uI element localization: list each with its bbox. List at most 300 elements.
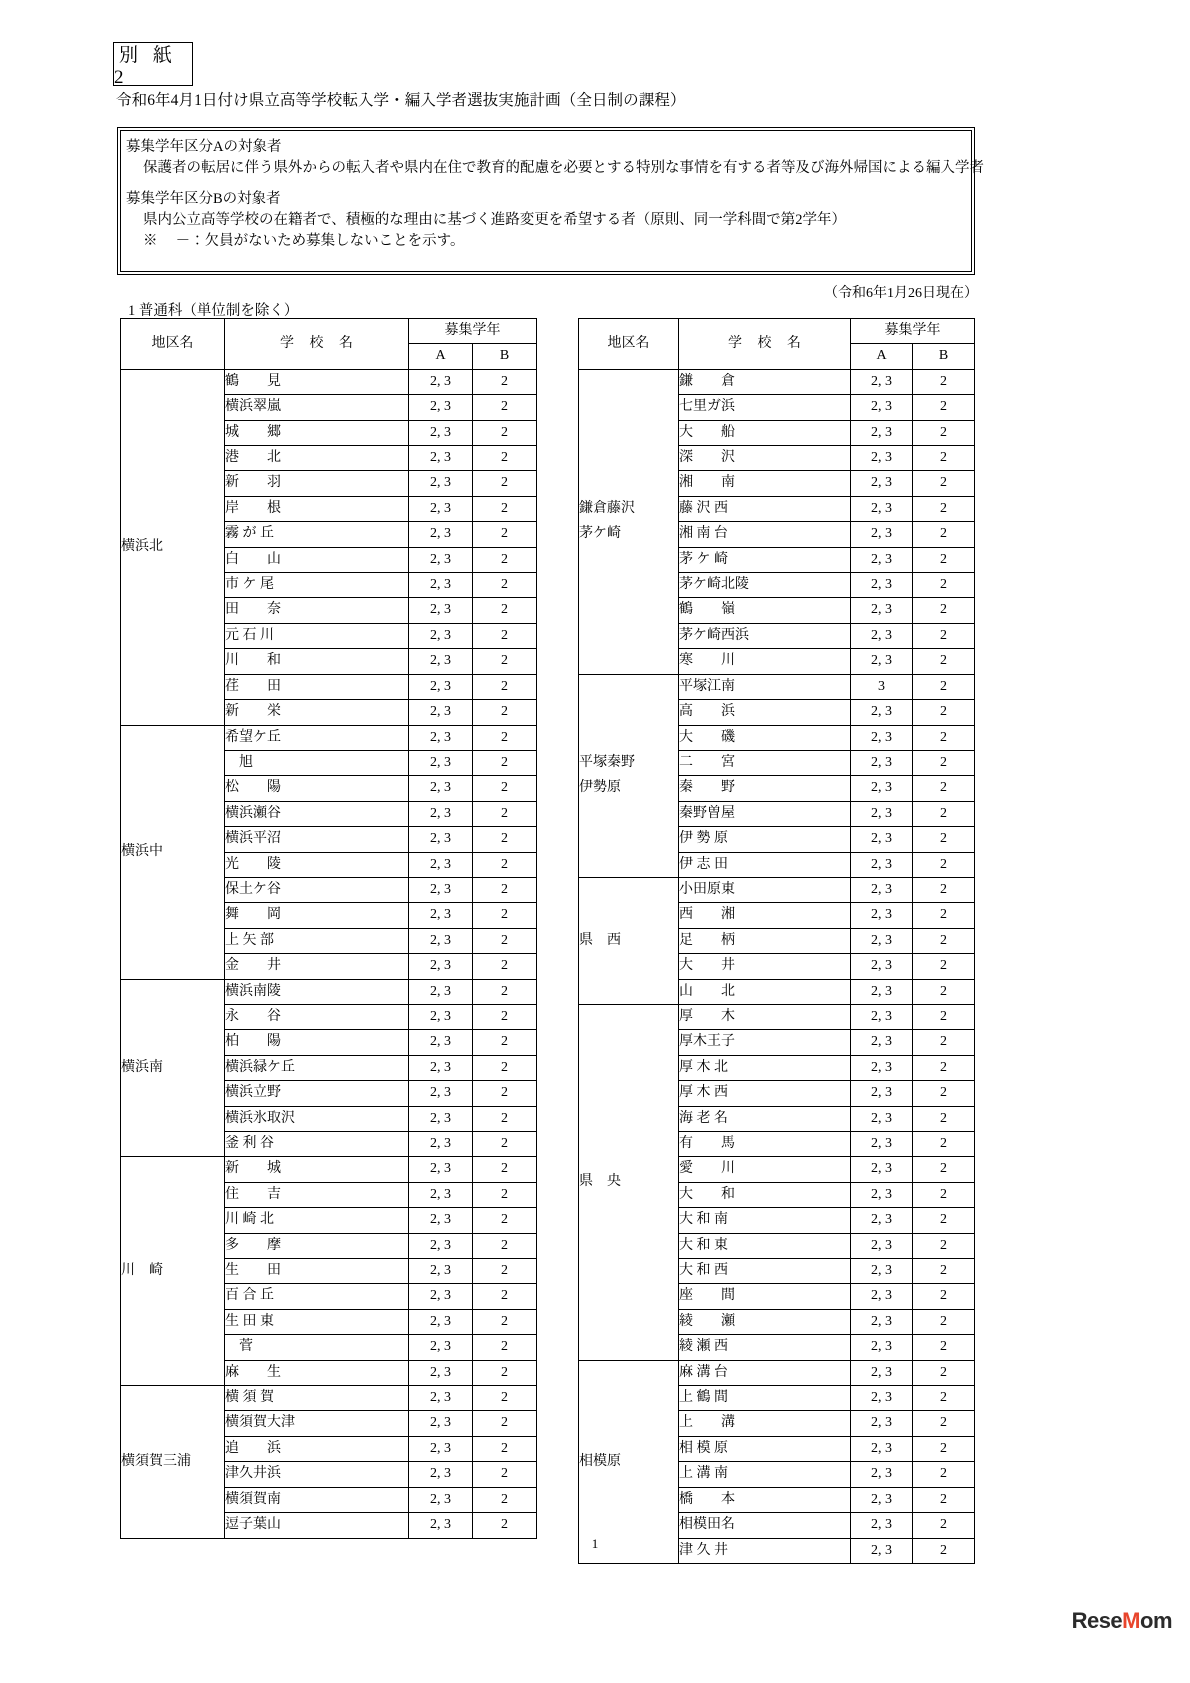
school-name-cell: 茅ケ崎西浜 [679,623,851,648]
school-name-cell: 田 奈 [225,598,409,623]
table-body-left [121,369,537,1538]
grade-a-cell: 2, 3 [851,547,913,572]
grade-a-cell: 2, 3 [851,801,913,826]
school-name-cell: 鶴 見 [225,369,409,394]
grade-b-cell: 2 [473,954,537,979]
school-name-cell: 永 谷 [225,1004,409,1029]
school-name-cell: 逗子葉山 [225,1513,409,1538]
grade-a-cell: 2, 3 [409,1182,473,1207]
school-name-cell: 西 湘 [679,903,851,928]
table-body-right [579,369,975,1563]
table-header-row-1 [579,319,975,344]
grade-b-cell: 2 [913,1106,975,1131]
grade-a-cell: 2, 3 [409,1386,473,1411]
grade-a-cell: 2, 3 [409,1462,473,1487]
district-cell [121,979,225,1157]
school-name-cell: 厚 木 [679,1004,851,1029]
school-name-cell: 柏 陽 [225,1030,409,1055]
school-name-cell: 綾 瀬 [679,1309,851,1334]
school-name-cell: 住 吉 [225,1182,409,1207]
school-name-cell: 横浜南陵 [225,979,409,1004]
notice-dash-note: ※ －：欠員がないため募集しないことを示す。 [143,233,465,249]
grade-a-cell: 2, 3 [409,446,473,471]
school-name-cell: 湘 南 台 [679,522,851,547]
grade-a-cell: 2, 3 [851,446,913,471]
school-name-cell: 旭 [225,750,409,775]
school-name-cell: 七里ガ浜 [679,395,851,420]
district-label: 県 央 [579,1174,621,1190]
school-name-cell: 山 北 [679,979,851,1004]
school-name-cell: 金 井 [225,954,409,979]
school-name-cell: 保土ケ谷 [225,877,409,902]
grade-a-cell: 2, 3 [409,420,473,445]
grade-b-cell: 2 [913,649,975,674]
district-cell [121,1157,225,1386]
grade-a-cell: 2, 3 [409,776,473,801]
district-label: 相模原 [579,1453,621,1469]
grade-b-cell: 2 [913,1157,975,1182]
grade-b-cell: 2 [473,1030,537,1055]
grade-b-cell: 2 [913,1462,975,1487]
table-head-right [579,319,975,370]
school-name-cell: 伊 志 田 [679,852,851,877]
school-name-cell: 座 間 [679,1284,851,1309]
district-cell [121,725,225,979]
grade-b-cell: 2 [913,852,975,877]
column-header-district: 地区名 [121,319,225,370]
grade-a-cell: 2, 3 [851,1157,913,1182]
grade-b-cell: 2 [473,547,537,572]
grade-a-cell: 2, 3 [851,928,913,953]
table-head-left [121,319,537,370]
grade-a-cell: 2, 3 [409,827,473,852]
grade-b-cell: 2 [913,1182,975,1207]
grade-b-cell: 2 [913,446,975,471]
table-row [121,1157,537,1182]
grade-a-cell: 2, 3 [851,496,913,521]
district-cell [121,1386,225,1538]
grade-a-cell: 2, 3 [409,1132,473,1157]
school-name-cell: 大 井 [679,954,851,979]
school-name-cell: 大 船 [679,420,851,445]
grade-b-cell: 2 [913,1284,975,1309]
grade-a-cell: 2, 3 [851,369,913,394]
district-label: 茅ケ崎 [579,525,621,541]
grade-b-cell: 2 [913,471,975,496]
section-caption: 1 普通科（単位制を除く） [128,303,299,319]
school-name-cell: 平塚江南 [679,674,851,699]
school-name-cell: 新 栄 [225,700,409,725]
grade-b-cell: 2 [473,420,537,445]
school-name-cell: 百 合 丘 [225,1284,409,1309]
column-header-grade-b: B [473,344,537,369]
school-name-cell: 相模田名 [679,1513,851,1538]
grade-b-cell: 2 [913,1309,975,1334]
school-name-cell: 横浜翠嵐 [225,395,409,420]
grade-b-cell: 2 [913,395,975,420]
school-name-cell: 希望ケ丘 [225,725,409,750]
grade-a-cell: 3 [851,674,913,699]
school-name-cell: 生 田 東 [225,1309,409,1334]
grade-b-cell: 2 [913,1436,975,1461]
grade-a-cell: 2, 3 [851,1436,913,1461]
grade-b-cell: 2 [473,1233,537,1258]
grade-a-cell: 2, 3 [409,674,473,699]
school-name-cell: 足 柄 [679,928,851,953]
grade-b-cell: 2 [473,776,537,801]
school-name-cell: 城 郷 [225,420,409,445]
column-header-school: 学 校 名 [225,319,409,370]
grade-a-cell: 2, 3 [409,877,473,902]
district-label: 平塚秦野 [579,755,635,771]
grade-b-cell: 2 [913,928,975,953]
school-name-cell: 横浜立野 [225,1081,409,1106]
grade-b-cell: 2 [913,801,975,826]
grade-a-cell: 2, 3 [409,750,473,775]
grade-a-cell: 2, 3 [851,1106,913,1131]
grade-a-cell: 2, 3 [851,522,913,547]
grade-a-cell: 2, 3 [851,395,913,420]
column-header-grade-a: A [409,344,473,369]
school-name-cell: 舞 岡 [225,903,409,928]
notice-heading-a: 募集学年区分Aの対象者 [126,139,282,155]
grade-b-cell: 2 [913,725,975,750]
school-name-cell: 津久井浜 [225,1462,409,1487]
grade-b-cell: 2 [913,1513,975,1538]
column-header-grade-a: A [851,344,913,369]
grade-b-cell: 2 [913,369,975,394]
grade-b-cell: 2 [473,1309,537,1334]
grade-a-cell: 2, 3 [409,1030,473,1055]
grade-a-cell: 2, 3 [851,1233,913,1258]
grade-b-cell: 2 [473,725,537,750]
grade-b-cell: 2 [473,598,537,623]
grade-a-cell: 2, 3 [409,547,473,572]
table-row [579,877,975,902]
grade-a-cell: 2, 3 [851,827,913,852]
document-subtitle: 令和6年4月1日付け県立高等学校転入学・編入学者選抜実施計画（全日制の課程） [116,92,686,109]
school-name-cell: 光 陵 [225,852,409,877]
grade-b-cell: 2 [473,395,537,420]
school-name-cell: 新 羽 [225,471,409,496]
grade-b-cell: 2 [913,776,975,801]
school-name-cell: 川 崎 北 [225,1208,409,1233]
grade-b-cell: 2 [473,1386,537,1411]
school-name-cell: 二 宮 [679,750,851,775]
school-name-cell: 秦 野 [679,776,851,801]
grade-b-cell: 2 [473,750,537,775]
column-header-grade-group: 募集学年 [851,319,975,344]
school-name-cell: 横浜氷取沢 [225,1106,409,1131]
grade-b-cell: 2 [913,1259,975,1284]
grade-b-cell: 2 [473,1411,537,1436]
district-label: 横浜北 [121,538,163,554]
school-name-cell: 有 馬 [679,1132,851,1157]
grade-a-cell: 2, 3 [851,776,913,801]
grade-a-cell: 2, 3 [851,598,913,623]
grade-a-cell: 2, 3 [851,877,913,902]
grade-a-cell: 2, 3 [851,1513,913,1538]
grade-a-cell: 2, 3 [851,420,913,445]
district-label: 県 西 [579,932,621,948]
grade-a-cell: 2, 3 [409,1055,473,1080]
page-number: 1 [591,1536,599,1551]
school-name-cell: 湘 南 [679,471,851,496]
grade-b-cell: 2 [473,496,537,521]
grade-b-cell: 2 [473,522,537,547]
grade-a-cell: 2, 3 [851,1030,913,1055]
grade-a-cell: 2, 3 [409,649,473,674]
column-header-district: 地区名 [579,319,679,370]
grade-a-cell: 2, 3 [851,852,913,877]
grade-a-cell: 2, 3 [851,1081,913,1106]
grade-b-cell: 2 [473,1157,537,1182]
grade-b-cell: 2 [473,1081,537,1106]
grade-b-cell: 2 [913,1360,975,1385]
notice-body-b: 県内公立高等学校の在籍者で、積極的な理由に基づく進路変更を希望する者（原則、同一学科間で第2学年） [143,212,846,228]
district-label: 横浜南 [121,1059,163,1075]
school-name-cell: 高 浜 [679,700,851,725]
grade-a-cell: 2, 3 [851,1284,913,1309]
grade-b-cell: 2 [913,1335,975,1360]
notice-body-a: 保護者の転居に伴う県外からの転入者や県内在住で教育的配慮を必要とする特別な事情を有する者等及び海外帰国による編入学者 [143,160,984,176]
grade-b-cell: 2 [473,1004,537,1029]
grade-b-cell: 2 [473,928,537,953]
grade-a-cell: 2, 3 [409,1157,473,1182]
grade-a-cell: 2, 3 [409,979,473,1004]
grade-a-cell: 2, 3 [851,573,913,598]
schedule-table-left-wrapper [120,318,536,1539]
school-name-cell: 上 矢 部 [225,928,409,953]
grade-a-cell: 2, 3 [409,369,473,394]
grade-b-cell: 2 [913,573,975,598]
table-row [121,725,537,750]
grade-b-cell: 2 [913,598,975,623]
grade-b-cell: 2 [913,1411,975,1436]
grade-a-cell: 2, 3 [851,903,913,928]
school-name-cell: 厚 木 西 [679,1081,851,1106]
grade-a-cell: 2, 3 [851,1004,913,1029]
grade-a-cell: 2, 3 [851,649,913,674]
grade-a-cell: 2, 3 [409,1081,473,1106]
grade-b-cell: 2 [913,877,975,902]
grade-a-cell: 2, 3 [409,573,473,598]
school-name-cell: 厚 木 北 [679,1055,851,1080]
district-label: 鎌倉藤沢 [579,501,635,517]
grade-b-cell: 2 [473,446,537,471]
schedule-table-right-wrapper [578,318,974,1564]
grade-a-cell: 2, 3 [409,852,473,877]
schedule-table-right [578,318,975,1564]
school-name-cell: 茅 ケ 崎 [679,547,851,572]
grade-b-cell: 2 [913,1487,975,1512]
grade-a-cell: 2, 3 [851,1360,913,1385]
grade-a-cell: 2, 3 [409,598,473,623]
grade-a-cell: 2, 3 [409,1309,473,1334]
grade-a-cell: 2, 3 [409,522,473,547]
district-label: 横須賀三浦 [121,1453,191,1469]
school-name-cell: 横浜瀬谷 [225,801,409,826]
grade-b-cell: 2 [913,1081,975,1106]
school-name-cell: 鎌 倉 [679,369,851,394]
school-name-cell: 茅ケ崎北陵 [679,573,851,598]
notice-heading-b: 募集学年区分Bの対象者 [126,191,281,207]
grade-a-cell: 2, 3 [409,903,473,928]
attachment-badge: 別 紙 2 [113,42,193,86]
grade-a-cell: 2, 3 [851,1055,913,1080]
school-name-cell: 上 溝 [679,1411,851,1436]
school-name-cell: 追 浜 [225,1436,409,1461]
grade-a-cell: 2, 3 [409,1259,473,1284]
grade-a-cell: 2, 3 [851,700,913,725]
district-label: 川 崎 [121,1263,163,1279]
grade-a-cell: 2, 3 [851,725,913,750]
school-name-cell: 深 沢 [679,446,851,471]
grade-a-cell: 2, 3 [409,1411,473,1436]
grade-a-cell: 2, 3 [851,1386,913,1411]
grade-b-cell: 2 [913,1233,975,1258]
column-header-grade-group: 募集学年 [409,319,537,344]
grade-b-cell: 2 [913,522,975,547]
grade-b-cell: 2 [473,1208,537,1233]
school-name-cell: 橋 本 [679,1487,851,1512]
grade-b-cell: 2 [473,877,537,902]
school-name-cell: 伊 勢 原 [679,827,851,852]
school-name-cell: 愛 川 [679,1157,851,1182]
grade-a-cell: 2, 3 [851,954,913,979]
table-row [579,1360,975,1385]
school-name-cell: 大 磯 [679,725,851,750]
school-name-cell: 岸 根 [225,496,409,521]
grade-b-cell: 2 [473,1284,537,1309]
grade-a-cell: 2, 3 [851,1487,913,1512]
school-name-cell: 新 城 [225,1157,409,1182]
district-label: 横浜中 [121,843,163,859]
grade-b-cell: 2 [913,1004,975,1029]
grade-a-cell: 2, 3 [851,1335,913,1360]
school-name-cell: 厚木王子 [679,1030,851,1055]
grade-b-cell: 2 [473,1360,537,1385]
school-name-cell: 川 和 [225,649,409,674]
school-name-cell: 綾 瀬 西 [679,1335,851,1360]
school-name-cell: 荏 田 [225,674,409,699]
watermark-prefix: Rese [1071,1608,1123,1633]
grade-b-cell: 2 [473,1462,537,1487]
grade-a-cell: 2, 3 [409,1233,473,1258]
grade-b-cell: 2 [913,1208,975,1233]
table-row [579,1004,975,1029]
grade-b-cell: 2 [473,903,537,928]
school-name-cell: 小田原東 [679,877,851,902]
district-cell [579,877,679,1004]
watermark-suffix: om [1140,1608,1172,1633]
school-name-cell: 寒 川 [679,649,851,674]
school-name-cell: 麻 溝 台 [679,1360,851,1385]
grade-a-cell: 2, 3 [851,623,913,648]
grade-a-cell: 2, 3 [409,954,473,979]
school-name-cell: 秦野曽屋 [679,801,851,826]
table-row [121,369,537,394]
grade-b-cell: 2 [913,954,975,979]
grade-b-cell: 2 [473,369,537,394]
grade-b-cell: 2 [913,623,975,648]
grade-b-cell: 2 [473,700,537,725]
watermark-accent: M [1122,1608,1140,1633]
grade-a-cell: 2, 3 [409,1335,473,1360]
grade-a-cell: 2, 3 [409,928,473,953]
grade-b-cell: 2 [473,674,537,699]
school-name-cell: 上 溝 南 [679,1462,851,1487]
grade-b-cell: 2 [913,903,975,928]
school-name-cell: 元 石 川 [225,623,409,648]
grade-b-cell: 2 [913,1055,975,1080]
grade-a-cell: 2, 3 [851,1208,913,1233]
school-name-cell: 横須賀大津 [225,1411,409,1436]
school-name-cell: 大 和 西 [679,1259,851,1284]
grade-b-cell: 2 [473,827,537,852]
grade-a-cell: 2, 3 [409,700,473,725]
school-name-cell: 鶴 嶺 [679,598,851,623]
grade-a-cell: 2, 3 [851,1462,913,1487]
grade-a-cell: 2, 3 [851,750,913,775]
district-cell [579,369,679,674]
table-row [121,1386,537,1411]
grade-b-cell: 2 [913,496,975,521]
district-cell [579,674,679,877]
school-name-cell: 海 老 名 [679,1106,851,1131]
grade-a-cell: 2, 3 [409,725,473,750]
grade-a-cell: 2, 3 [851,1411,913,1436]
school-name-cell: 上 鶴 間 [679,1386,851,1411]
grade-a-cell: 2, 3 [409,1436,473,1461]
grade-a-cell: 2, 3 [409,801,473,826]
school-name-cell: 大 和 [679,1182,851,1207]
school-name-cell: 生 田 [225,1259,409,1284]
grade-a-cell: 2, 3 [851,1259,913,1284]
table-row [579,369,975,394]
school-name-cell: 横浜緑ケ丘 [225,1055,409,1080]
grade-a-cell: 2, 3 [851,1132,913,1157]
school-name-cell: 港 北 [225,446,409,471]
grade-a-cell: 2, 3 [851,471,913,496]
school-name-cell: 多 摩 [225,1233,409,1258]
grade-b-cell: 2 [473,1513,537,1538]
grade-a-cell: 2, 3 [409,395,473,420]
as-of-date: （令和6年1月26日現在） [824,286,978,301]
grade-b-cell: 2 [913,1030,975,1055]
grade-a-cell: 2, 3 [409,496,473,521]
grade-a-cell: 2, 3 [851,1182,913,1207]
school-name-cell: 菅 [225,1335,409,1360]
school-name-cell: 松 陽 [225,776,409,801]
school-name-cell: 横浜平沼 [225,827,409,852]
grade-b-cell: 2 [913,750,975,775]
grade-a-cell: 2, 3 [851,979,913,1004]
school-name-cell: 藤 沢 西 [679,496,851,521]
school-name-cell: 市 ケ 尾 [225,573,409,598]
table-header-row-1 [121,319,537,344]
grade-b-cell: 2 [473,1259,537,1284]
grade-b-cell: 2 [913,420,975,445]
grade-a-cell: 2, 3 [409,1004,473,1029]
grade-a-cell: 2, 3 [409,1208,473,1233]
district-cell [121,369,225,725]
grade-b-cell: 2 [473,1335,537,1360]
grade-a-cell: 2, 3 [409,1487,473,1512]
table-row [579,674,975,699]
grade-b-cell: 2 [913,1132,975,1157]
school-name-cell: 津 久 井 [679,1538,851,1563]
